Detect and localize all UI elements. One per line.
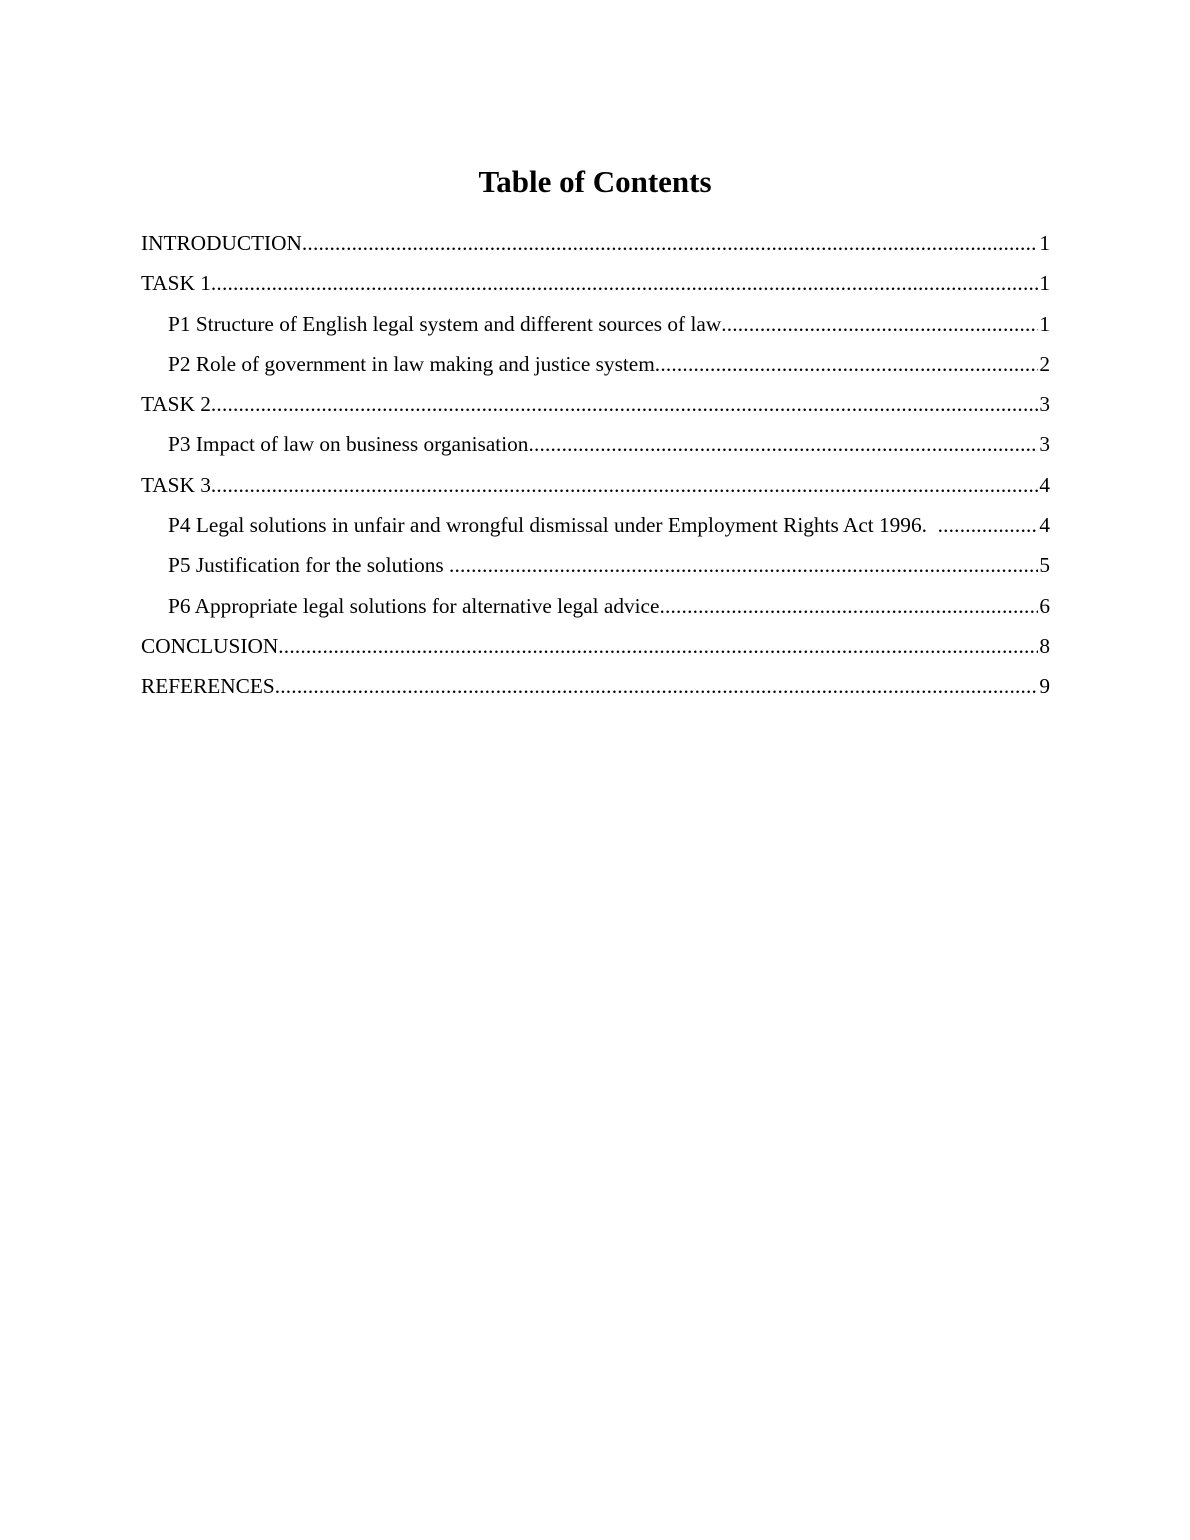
dot-leader — [211, 263, 1038, 303]
toc-entry-p1[interactable] — [141, 304, 1050, 344]
dot-leader — [449, 545, 1038, 585]
toc-title: Table of Contents — [478, 164, 712, 199]
dot-leader — [211, 465, 1038, 505]
dot-leader — [302, 223, 1038, 263]
toc-entry-label: TASK 1 — [141, 271, 211, 296]
toc-list — [141, 223, 1050, 707]
dot-leader — [528, 424, 1038, 464]
toc-entry-task-1[interactable] — [141, 263, 1050, 303]
toc-entry-p6[interactable] — [141, 586, 1050, 626]
toc-entry-label: CONCLUSION — [141, 633, 279, 658]
toc-entry-page: 8 — [1039, 633, 1050, 658]
toc-entry-p4[interactable] — [141, 505, 1050, 545]
toc-entry-label: INTRODUCTION — [141, 231, 302, 255]
toc-entry-conclusion[interactable] — [141, 626, 1050, 666]
toc-entry-p3[interactable] — [141, 424, 1050, 464]
dot-leader — [278, 626, 1038, 666]
toc-entry-references[interactable] — [141, 666, 1050, 706]
dot-leader — [938, 505, 1039, 545]
toc-entry-label: P5 Justification for the solutions — [168, 553, 449, 578]
toc-entry-p2[interactable] — [141, 344, 1050, 384]
toc-entry-page: 1 — [1039, 311, 1050, 336]
toc-entry-page: 5 — [1039, 553, 1050, 578]
toc-entry-task-3[interactable] — [141, 465, 1050, 505]
toc-entry-page: 2 — [1039, 351, 1050, 376]
toc-entry-label: P6 Appropriate legal solutions for alternative legal advice — [168, 593, 660, 618]
toc-entry-label: P1 Structure of English legal system and different sources of law — [168, 311, 722, 336]
toc-entry-introduction[interactable] — [141, 223, 1050, 263]
toc-entry-label: TASK 3 — [141, 472, 211, 497]
toc-entry-page: 3 — [1039, 392, 1050, 417]
toc-entry-page: 6 — [1039, 593, 1050, 618]
toc-entry-label: P4 Legal solutions in unfair and wrongful dismissal under Employment Rights Act 1996. — [168, 513, 938, 538]
toc-entry-label: TASK 2 — [141, 392, 211, 417]
toc-entry-page: 1 — [1039, 271, 1050, 296]
dot-leader — [211, 384, 1038, 424]
dot-leader — [655, 344, 1039, 384]
toc-entry-label: P3 Impact of law on business organisation — [168, 432, 529, 457]
toc-entry-page: 4 — [1039, 513, 1050, 538]
toc-entry-task-2[interactable] — [141, 384, 1050, 424]
dot-leader — [721, 304, 1038, 344]
dot-leader — [275, 666, 1039, 706]
toc-entry-page: 3 — [1039, 432, 1050, 457]
dot-leader — [659, 586, 1038, 626]
toc-entry-label: P2 Role of government in law making and justice system — [168, 351, 655, 376]
toc-entry-p5[interactable] — [141, 545, 1050, 585]
toc-entry-page: 4 — [1039, 472, 1050, 497]
toc-entry-label: REFERENCES — [141, 674, 275, 699]
toc-entry-page: 1 — [1039, 231, 1050, 255]
toc-entry-page: 9 — [1039, 674, 1050, 699]
